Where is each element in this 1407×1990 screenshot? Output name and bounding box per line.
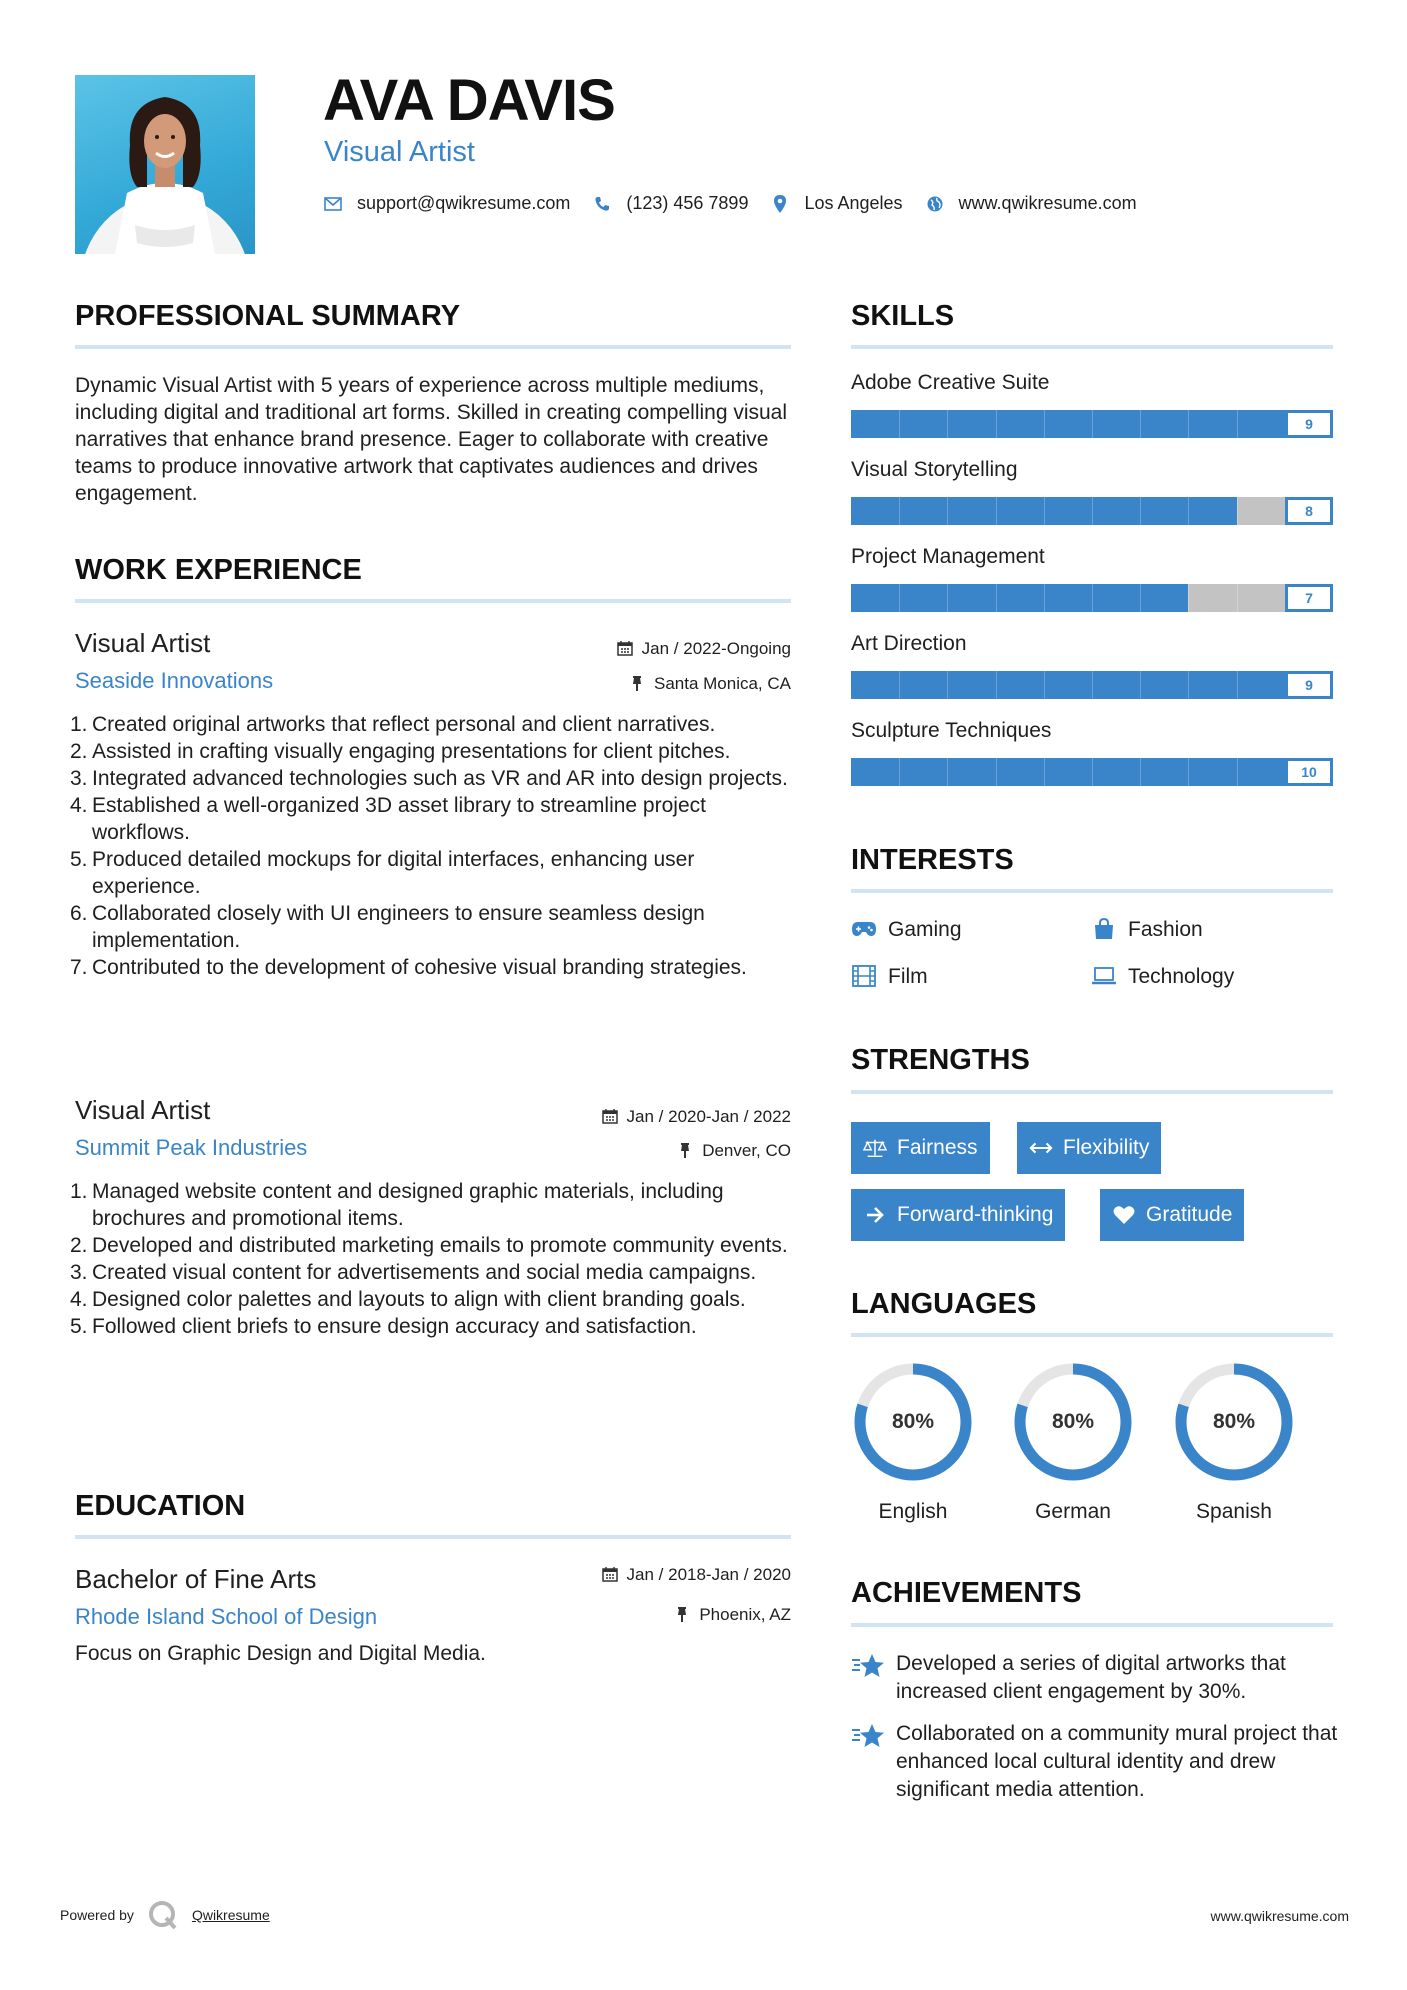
phone-icon [592, 194, 612, 214]
skill-bar-segment [1092, 758, 1093, 786]
skill-bar-segment [1140, 584, 1141, 612]
skill-bar-segment [996, 410, 997, 438]
education-location-text: Phoenix, AZ [699, 1604, 791, 1624]
language-name: German [1035, 1500, 1111, 1523]
contact-email[interactable]: support@qwikresume.com [357, 193, 571, 213]
skill-bar-segment [899, 584, 900, 612]
pin-icon [673, 1605, 691, 1623]
pin-icon [676, 1141, 694, 1159]
skill-bar [851, 410, 1333, 438]
arrow-right-icon [863, 1203, 887, 1227]
calendar-icon [601, 1107, 619, 1125]
skill-bar [851, 497, 1333, 525]
globe-icon [925, 194, 945, 214]
list-item: 7. Contributed to the development of cohesive visual branding strategies. [70, 956, 747, 979]
candidate-name: AVA DAVIS [323, 68, 615, 133]
strength-badge: Fairness [851, 1122, 990, 1174]
education-heading: EDUCATION [75, 1490, 246, 1522]
skill-bar-segment [1140, 497, 1141, 525]
list-item: 1. Managed website content and designed graphic materials, including brochures and promotional items. [70, 1180, 724, 1230]
skill-bar-segment [1092, 497, 1093, 525]
job-company: Summit Peak Industries [75, 1135, 308, 1160]
skill-level-badge: 7 [1285, 584, 1333, 612]
skill-bar-segment [996, 671, 997, 699]
language-percent: 80% [1051, 1410, 1095, 1433]
skill-bar-segment [1044, 410, 1045, 438]
language-percent: 80% [1212, 1410, 1256, 1433]
skill-bar-segment [1237, 758, 1238, 786]
skill-bar-segment [1188, 758, 1189, 786]
interest-item: Fashion [1091, 916, 1203, 942]
skill-bar-segment [996, 758, 997, 786]
skill-bar-segment [1237, 497, 1238, 525]
skill-bar-segment [1237, 671, 1238, 699]
strength-badge: Gratitude [1100, 1189, 1244, 1241]
achievement-item: Developed a series of digital artworks that increased client engagement by 30%. [851, 1650, 1341, 1706]
qwikresume-logo-icon [148, 1900, 178, 1930]
skill-level-badge: 8 [1285, 497, 1333, 525]
skill-name: Project Management [851, 545, 1045, 568]
skill-bar-segment [899, 671, 900, 699]
education-degree: Bachelor of Fine Arts [75, 1564, 317, 1594]
interests-heading: INTERESTS [851, 844, 1014, 876]
skill-name: Sculpture Techniques [851, 719, 1052, 742]
contact-website[interactable]: www.qwikresume.com [958, 193, 1137, 213]
education-description: Focus on Graphic Design and Digital Media. [75, 1642, 486, 1665]
list-item: 5. Produced detailed mockups for digital interfaces, enhancing user experience. [70, 848, 695, 898]
list-item: 3. Integrated advanced technologies such as VR and AR into design projects. [70, 767, 788, 790]
star-trophy-icon [851, 1652, 885, 1680]
language-name: Spanish [1196, 1500, 1272, 1523]
calendar-icon [601, 1565, 619, 1583]
footer-website[interactable]: www.qwikresume.com [1210, 1908, 1349, 1924]
footer-credit [60, 1900, 270, 1930]
film-icon [851, 963, 877, 989]
summary-text: Dynamic Visual Artist with 5 years of experience across multiple mediums, including digital and traditional art forms. Skilled in creating compelling visual narratives that enhance brand presence. Eager to collaborate with creative teams to produce innovative artwork that captivates audiences and drives engagement. [75, 374, 788, 505]
job-bullets [70, 711, 800, 981]
skill-bar-fill [851, 584, 1188, 612]
skill-bar-segment [947, 410, 948, 438]
list-item: 2. Developed and distributed marketing emails to promote community events. [70, 1234, 788, 1257]
skill-bar-segment [1044, 497, 1045, 525]
brand-link[interactable]: Qwikresume [191, 1907, 270, 1923]
summary-divider [75, 345, 791, 349]
skill-bar [851, 758, 1333, 786]
skills-heading: SKILLS [851, 300, 955, 332]
list-item: 2. Assisted in crafting visually engaging presentations for client pitches. [70, 740, 731, 763]
skill-bar-segment [1044, 584, 1045, 612]
job-location [628, 674, 791, 692]
achievements-divider [851, 1623, 1333, 1627]
heart-icon [1112, 1203, 1136, 1227]
profile-photo [75, 75, 255, 254]
education-dates [601, 1565, 791, 1583]
job-location-text: Denver, CO [702, 1140, 791, 1160]
job-role: Visual Artist [75, 628, 211, 658]
skill-bar-segment [947, 584, 948, 612]
skill-bar-segment [899, 758, 900, 786]
skill-bar-fill [851, 410, 1285, 438]
skill-bar-segment [1188, 410, 1189, 438]
skill-level-badge: 9 [1285, 671, 1333, 699]
contact-location: Los Angeles [804, 193, 903, 213]
strengths-heading: STRENGTHS [851, 1044, 1030, 1076]
skill-bar-segment [1140, 410, 1141, 438]
job-role: Visual Artist [75, 1095, 211, 1125]
skill-bar [851, 671, 1333, 699]
skill-bar-segment [1237, 584, 1238, 612]
skill-bar-segment [996, 497, 997, 525]
contact-phone[interactable]: (123) 456 7899 [626, 193, 749, 213]
language-percent: 80% [891, 1410, 935, 1433]
shopping-bag-icon [1091, 916, 1117, 942]
achievement-item: Collaborated on a community mural project that enhanced local cultural identity and drew significant media attention. [851, 1720, 1341, 1804]
envelope-icon [323, 194, 343, 214]
skill-bar-segment [947, 758, 948, 786]
skill-bar-segment [899, 497, 900, 525]
skill-bar-segment [996, 584, 997, 612]
portrait-image [75, 75, 255, 254]
skill-bar-segment [899, 410, 900, 438]
list-item: 1. Created original artworks that reflect personal and client narratives. [70, 713, 716, 736]
skill-bar-segment [1044, 758, 1045, 786]
skill-bar-segment [1092, 671, 1093, 699]
strength-badge: Forward-thinking [851, 1189, 1065, 1241]
skill-name: Art Direction [851, 632, 967, 655]
interest-item: Gaming [851, 916, 962, 942]
language-item [1011, 1360, 1135, 1523]
map-marker-icon [770, 194, 790, 214]
arrows-horizontal-icon [1029, 1136, 1053, 1160]
skill-bar-segment [1188, 497, 1189, 525]
skill-name: Visual Storytelling [851, 458, 1018, 481]
pin-icon [628, 674, 646, 692]
candidate-title: Visual Artist [324, 136, 475, 168]
contact-row [323, 193, 1159, 214]
skill-bar-segment [947, 671, 948, 699]
laptop-icon [1091, 963, 1117, 989]
interest-item: Film [851, 963, 928, 989]
skill-bar-segment [1044, 671, 1045, 699]
balance-scale-icon [863, 1136, 887, 1160]
skill-name: Adobe Creative Suite [851, 371, 1050, 394]
language-name: English [878, 1500, 948, 1523]
skill-bar-segment [947, 497, 948, 525]
skill-bar-segment [1140, 671, 1141, 699]
language-item [1172, 1360, 1296, 1523]
interests-divider [851, 889, 1333, 893]
summary-heading: PROFESSIONAL SUMMARY [75, 300, 461, 332]
skill-bar-segment [1140, 758, 1141, 786]
job-dates [601, 1107, 791, 1125]
list-item: 5. Followed client briefs to ensure design accuracy and satisfaction. [70, 1315, 697, 1338]
star-trophy-icon [851, 1722, 885, 1750]
job-dates [616, 639, 791, 657]
education-location [673, 1605, 791, 1623]
education-school: Rhode Island School of Design [75, 1604, 378, 1629]
languages-heading: LANGUAGES [851, 1288, 1037, 1320]
job-company: Seaside Innovations [75, 668, 274, 693]
interest-item: Technology [1091, 963, 1234, 989]
list-item: 4. Designed color palettes and layouts to align with client branding goals. [70, 1288, 746, 1311]
language-item [851, 1360, 975, 1523]
list-item: 3. Created visual content for advertisements and social media campaigns. [70, 1261, 757, 1284]
education-dates-text: Jan / 2018-Jan / 2020 [626, 1564, 791, 1584]
experience-heading: WORK EXPERIENCE [75, 554, 362, 586]
list-item: 4. Established a well-organized 3D asset library to streamline project workflows. [70, 794, 706, 844]
skill-bar-segment [1237, 410, 1238, 438]
skill-level-badge: 10 [1285, 758, 1333, 786]
skill-bar-segment [1188, 671, 1189, 699]
strengths-divider [851, 1090, 1333, 1094]
skill-bar-segment [1188, 584, 1189, 612]
gamepad-icon [851, 916, 877, 942]
skill-bar-segment [1092, 410, 1093, 438]
calendar-icon [616, 639, 634, 657]
languages-divider [851, 1333, 1333, 1337]
language-ring [1172, 1360, 1296, 1484]
job-location [676, 1141, 791, 1159]
experience-divider [75, 599, 791, 603]
job-dates-text: Jan / 2022-Ongoing [641, 638, 791, 658]
job-dates-text: Jan / 2020-Jan / 2022 [626, 1106, 791, 1126]
skill-bar [851, 584, 1333, 612]
list-item: 6. Collaborated closely with UI engineers to ensure seamless design implementation. [70, 902, 705, 952]
achievements-heading: ACHIEVEMENTS [851, 1577, 1082, 1609]
skill-bar-segment [1092, 584, 1093, 612]
job-bullets [70, 1178, 800, 1340]
education-divider [75, 1535, 791, 1539]
strength-badge: Flexibility [1017, 1122, 1161, 1174]
language-ring [1011, 1360, 1135, 1484]
skills-divider [851, 345, 1333, 349]
skill-level-badge: 9 [1285, 410, 1333, 438]
powered-by-label: Powered by [60, 1907, 134, 1923]
job-location-text: Santa Monica, CA [653, 673, 791, 693]
language-ring [851, 1360, 975, 1484]
skill-bar-fill [851, 671, 1285, 699]
